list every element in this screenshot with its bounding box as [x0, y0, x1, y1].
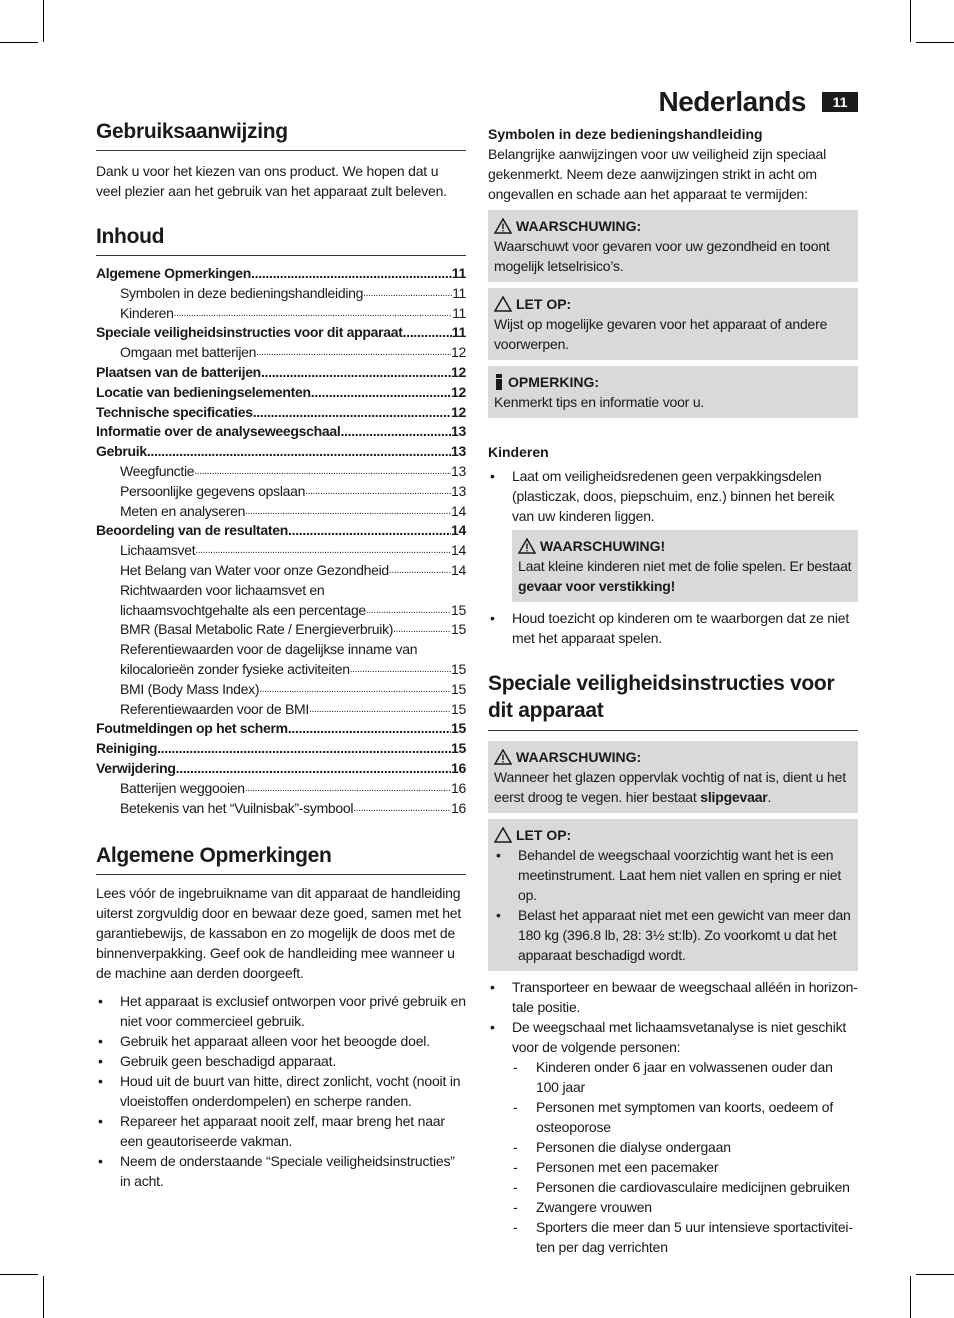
intro-paragraph: Dank u voor het kiezen van ons product. We hopen dat u veel plezier aan het gebruik van het apparaat zult beleven. — [96, 163, 447, 199]
toc-page-number: 16 — [451, 779, 466, 796]
info-icon — [494, 374, 504, 390]
toc-row — [96, 660, 466, 680]
list-item — [488, 1017, 858, 1257]
toc-entry-title: Foutmeldingen op het scherm — [96, 720, 288, 737]
language-title: Nederlands — [658, 86, 806, 117]
warning-triangle-icon — [518, 538, 536, 554]
toc-page-number: 16 — [451, 759, 466, 776]
toc-entry-title: Het Belang van Water voor onze Gezondheid — [120, 561, 389, 578]
toc-row — [96, 264, 466, 284]
crop-mark — [916, 42, 954, 43]
toc-entry-title: Gebruik — [96, 443, 147, 460]
toc-page-number: 11 — [452, 284, 466, 301]
letop-box — [488, 288, 858, 360]
toc-row — [96, 620, 466, 640]
crop-mark — [0, 42, 38, 43]
toc-page-number: 15 — [451, 660, 466, 677]
crop-mark — [0, 1274, 38, 1275]
toc-leader-dots — [305, 482, 451, 502]
toc-entry-title: Beoordeling van de resultaten — [96, 522, 289, 539]
list-item: - Personen die cardiovasculaire medicijnen gebruiken — [512, 1177, 858, 1197]
toc-page-number: 11 — [451, 324, 466, 341]
toc-row — [96, 799, 466, 819]
speciale-warning-title: WAARSCHUWING: — [516, 749, 642, 765]
toc-row — [96, 759, 466, 779]
list-item: • Belast het apparaat niet met een gewicht van meer dan 180 kg (396.8 lb, 28: 3½ st:lb). Zo voorkomt u dat het apparaat beschadigd wordt. — [494, 905, 852, 965]
list-item: • Gebruik het apparaat alleen voor het beoogde doel. — [96, 1031, 466, 1051]
toc-row — [96, 601, 466, 621]
toc-row — [96, 541, 466, 561]
toc-row — [96, 304, 466, 324]
page-number-badge: 11 — [822, 92, 858, 112]
caution-triangle-icon — [494, 827, 512, 843]
list-item: - Kinderen onder 6 jaar en volwassenen ouder dan 100 jaar — [512, 1057, 858, 1097]
toc-row — [96, 700, 466, 720]
toc-row — [96, 383, 466, 403]
speciale-letop-header — [494, 825, 852, 845]
toc-leader-dots — [340, 422, 451, 442]
speciale-warning-box — [488, 741, 858, 813]
algemene-bullet-list — [96, 991, 466, 1191]
toc-row — [96, 323, 466, 343]
toc-entry-title: Batterijen weggooien — [120, 779, 245, 796]
list-item: • Transporteer en bewaar de weegschaal alléén in horizon- tale positie. — [488, 977, 858, 1017]
warning-triangle-icon — [494, 218, 512, 234]
toc-leader-dots — [309, 700, 451, 720]
toc-entry-title: Plaatsen van de batterijen — [96, 363, 261, 380]
gebruiksaanwijzing-heading: Gebruiksaanwijzing — [96, 120, 466, 151]
toc-leader-dots — [194, 462, 451, 482]
toc-leader-dots — [288, 719, 451, 739]
toc-row — [96, 363, 466, 383]
warning-box — [488, 210, 858, 282]
toc-leader-dots — [363, 284, 452, 304]
toc-page-number: 13 — [451, 482, 466, 499]
kinderen-warning-header — [518, 536, 852, 556]
toc-leader-dots — [195, 541, 451, 561]
toc-leader-dots — [393, 620, 451, 640]
toc-row — [96, 561, 466, 581]
speciale-letop-title: LET OP: — [516, 827, 572, 843]
caution-triangle-icon — [494, 296, 512, 312]
speciale-warning-bold: slipgevaar — [700, 789, 768, 805]
kinderen-warning-text — [518, 556, 852, 596]
crop-mark — [910, 1276, 911, 1318]
crop-mark — [916, 1274, 954, 1275]
speciale-letop-bullet-list — [494, 845, 852, 965]
list-item: • Het apparaat is exclusief ontworpen voor privé gebruik en niet voor commercieel gebruik. — [96, 991, 466, 1031]
list-item: - Personen met symptomen van koorts, oedeem of osteoporose — [512, 1097, 858, 1137]
toc-entry-title: Kinderen — [120, 304, 174, 321]
toc-entry-title: Referentiewaarden voor de dagelijkse inname van — [120, 641, 418, 658]
toc-entry-title: Informatie over de analyseweegschaal — [96, 423, 341, 440]
toc-page-number: 15 — [451, 680, 466, 697]
list-item: • Laat om veiligheidsredenen geen verpakkingsdelen (plasticzak, doos, piepschuim, enz.) binnen het bereik van uw kinderen liggen. — [488, 466, 858, 526]
speciale-warning-end: . — [767, 789, 772, 805]
toc-row — [96, 462, 466, 482]
toc-entry-title: kilocalorieën zonder fysieke activiteiten — [120, 660, 350, 677]
toc-entry-title: BMI (Body Mass Index) — [120, 680, 260, 697]
crop-mark — [910, 0, 911, 42]
opmerking-box-text: Kenmerkt tips en informatie voor u. — [494, 394, 705, 410]
toc-entry-title: Technische specificaties — [96, 403, 253, 420]
toc-leader-dots — [389, 561, 451, 581]
toc-entry-title: Weegfunctie — [120, 462, 195, 479]
toc-row — [96, 284, 466, 304]
kinderen-warning-plain: Laat kleine kinderen niet met de folie spelen. Er bestaat — [518, 558, 852, 574]
warning-box-text: Waarschuwt voor gevaren voor uw gezondheid en toont mogelijk letselrisico’s. — [494, 238, 830, 274]
speciale-bullet-list — [488, 977, 858, 1257]
toc-page-number: 15 — [451, 740, 466, 757]
toc-page-number: 13 — [451, 443, 466, 460]
symbolen-paragraph: Belangrijke aanwijzingen voor uw veiligheid zijn speciaal gekenmerkt. Neem deze aanwijzingen strikt in acht om ongevallen en schade aan het apparaat te vermijden: — [488, 146, 827, 202]
toc-leader-dots — [311, 383, 451, 403]
speciale-letop-box — [488, 819, 858, 971]
toc-page-number: 14 — [451, 522, 466, 539]
speciale-warning-header — [494, 747, 852, 767]
kinderen-heading: Kinderen — [488, 444, 549, 460]
toc-page-number: 15 — [451, 621, 466, 638]
toc-page-number: 12 — [451, 403, 466, 420]
toc-page-number: 12 — [451, 383, 466, 400]
toc-leader-dots — [245, 779, 451, 799]
toc-leader-dots — [256, 343, 451, 363]
list-item: • Gebruik geen beschadigd apparaat. — [96, 1051, 466, 1071]
toc-row — [96, 403, 466, 423]
toc-page-number: 14 — [451, 502, 466, 519]
toc-entry-title: Omgaan met batterijen — [120, 344, 257, 361]
toc-entry-title: Meten en analyseren — [120, 502, 246, 519]
toc-entry-title: Lichaamsvet — [120, 542, 196, 559]
speciale-warning-text — [494, 767, 852, 807]
toc-entry-title: Richtwaarden voor lichaamsvet en — [120, 581, 325, 598]
toc-entry-title: Symbolen in deze bedieningshandleiding — [120, 284, 364, 301]
toc-entry-title: Persoonlijke gegevens opslaan — [120, 482, 306, 499]
toc-row — [96, 581, 466, 601]
kinderen-bullet-list — [488, 466, 858, 526]
toc-entry-title: Verwijdering — [96, 759, 176, 776]
toc-leader-dots — [253, 403, 451, 423]
toc-leader-dots — [157, 739, 451, 759]
letop-box-header — [494, 294, 852, 314]
toc-row — [96, 521, 466, 541]
toc-leader-dots — [176, 759, 451, 779]
warning-triangle-icon — [494, 749, 512, 765]
kinderen-warning-title: WAARSCHUWING! — [540, 538, 666, 554]
list-item: • Repareer het apparaat nooit zelf, maar breng het naar een geautoriseerde vakman. — [96, 1111, 466, 1151]
toc-page-number: 12 — [451, 363, 466, 380]
symbolen-heading: Symbolen in deze bedieningshandleiding — [488, 126, 763, 142]
toc-leader-dots — [245, 502, 451, 522]
toc-entry-title: Locatie van bedieningselementen — [96, 383, 311, 400]
algemene-heading: Algemene Opmerkingen — [96, 844, 466, 875]
toc-entry-title: lichaamsvochtgehalte als een percentage — [120, 601, 366, 618]
list-item: • Houd toezicht op kinderen om te waarborgen dat ze niet met het apparaat spelen. — [488, 608, 858, 648]
toc-leader-dots — [174, 304, 452, 324]
toc-row — [96, 640, 466, 660]
right-column — [488, 124, 858, 1257]
speciale-heading — [488, 670, 858, 731]
toc-row — [96, 502, 466, 522]
persons-dash-list — [512, 1057, 858, 1257]
letop-box-title: LET OP: — [516, 296, 572, 312]
toc-entry-title: Betekenis van het “Vuilnisbak”-symbool — [120, 799, 354, 816]
list-item: • Behandel de weegschaal voorzichtig want het is een meetinstrument. Laat hem niet vallen en spring er niet op. — [494, 845, 852, 905]
toc-page-number: 11 — [452, 304, 466, 321]
toc-entry-title: BMR (Basal Metabolic Rate / Energieverbruik) — [120, 621, 394, 638]
toc-row — [96, 482, 466, 502]
list-item: - Personen die dialyse ondergaan — [512, 1137, 858, 1157]
speciale-heading-line1: Speciale veiligheidsinstructies voor — [488, 672, 835, 695]
list-item: - Zwangere vrouwen — [512, 1197, 858, 1217]
crop-mark — [43, 0, 44, 42]
toc-page-number: 14 — [451, 542, 466, 559]
toc-entry-title: Reiniging — [96, 740, 158, 757]
toc-entry-title: Algemene Opmerkingen — [96, 265, 252, 281]
list-item: - Personen met een pacemaker — [512, 1157, 858, 1177]
table-of-contents — [96, 264, 466, 818]
toc-page-number: 15 — [451, 601, 466, 618]
speciale-heading-line2: dit apparaat — [488, 699, 604, 722]
toc-page-number: 13 — [451, 462, 466, 479]
algemene-paragraph: Lees vóór de ingebruikname van dit apparaat de handleiding uiterst zorgvuldig door en bewaar deze goed, samen met het garantiebewijs, de kassabon en zo mogelijk de doos met de binnenverpakking. Geef ook de handleiding mee wanneer u de machine aan derden doorgeeft. — [96, 885, 462, 982]
toc-page-number: 14 — [451, 561, 466, 578]
toc-page-number: 16 — [451, 799, 466, 816]
opmerking-box — [488, 366, 858, 418]
toc-page-number: 11 — [451, 265, 466, 281]
toc-leader-dots — [403, 323, 452, 343]
toc-entry-title: Speciale veiligheidsinstructies voor dit apparaat — [96, 324, 403, 341]
toc-row — [96, 343, 466, 363]
kinderen-warning-bold: gevaar voor verstikking! — [518, 578, 676, 594]
list-item: - Sporters die meer dan 5 uur intensieve sportactivitei- ten per dag verrichten — [512, 1217, 858, 1257]
warning-box-header — [494, 216, 852, 236]
toc-row — [96, 680, 466, 700]
toc-row — [96, 719, 466, 739]
toc-page-number: 15 — [451, 700, 466, 717]
toc-entry-title: Referentiewaarden voor de BMI — [120, 700, 309, 717]
opmerking-box-title: OPMERKING: — [508, 374, 599, 390]
toc-row — [96, 442, 466, 462]
toc-leader-dots — [251, 264, 452, 284]
list-item: • Neem de onderstaande “Speciale veiligheidsinstructies” in acht. — [96, 1151, 466, 1191]
toc-page-number: 12 — [451, 344, 466, 361]
crop-mark — [43, 1276, 44, 1318]
kinderen-bullet-list-2 — [488, 608, 858, 648]
toc-row — [96, 422, 466, 442]
toc-leader-dots — [261, 363, 451, 383]
toc-row — [96, 779, 466, 799]
list-item: • Houd uit de buurt van hitte, direct zonlicht, vocht (nooit in vloeistoffen onderdompelen) en scherpe randen. — [96, 1071, 466, 1111]
speciale-warning-plain: Wanneer het glazen oppervlak vochtig of nat is, dient u het eerst droog te vegen. hier bestaat — [494, 769, 846, 805]
toc-leader-dots — [147, 442, 451, 462]
toc-leader-dots — [259, 680, 451, 700]
toc-leader-dots — [366, 601, 451, 621]
letop-box-text: Wijst op mogelijke gevaren voor het apparaat of andere voorwerpen. — [494, 316, 828, 352]
toc-row — [96, 739, 466, 759]
list-item-text: De weegschaal met lichaamsvetanalyse is niet geschikt voor de volgende personen: — [512, 1019, 847, 1055]
toc-page-number: 13 — [451, 423, 466, 440]
toc-leader-dots — [288, 521, 451, 541]
kinderen-warning-box — [512, 530, 858, 602]
warning-box-title: WAARSCHUWING: — [516, 218, 642, 234]
toc-leader-dots — [350, 660, 451, 680]
opmerking-box-header — [494, 372, 852, 392]
inhoud-heading: Inhoud — [96, 225, 466, 256]
toc-page-number: 15 — [451, 720, 466, 737]
left-column — [96, 120, 466, 1191]
toc-leader-dots — [353, 799, 451, 819]
